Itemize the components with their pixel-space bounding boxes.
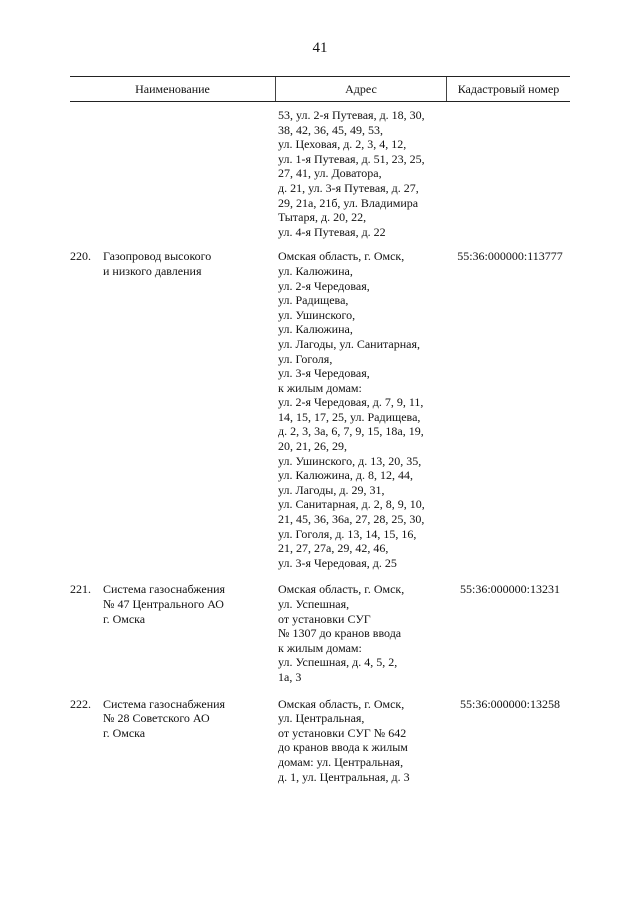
address-line: 20, 21, 26, 29, [278, 439, 347, 454]
row-number: 221. [70, 582, 91, 597]
row-name [103, 108, 275, 239]
address-line: 21, 45, 36, 36а, 27, 28, 25, 30, [278, 512, 425, 527]
address-line: 38, 42, 36, 45, 49, 53, [278, 122, 383, 137]
name-line: и низкого давления [103, 263, 202, 278]
address-line: ул. 2-я Чередовая, [278, 278, 370, 293]
table-row [70, 249, 570, 570]
address-line: ул. 2-я Чередовая, д. 7, 9, 11, [278, 395, 424, 410]
row-name [103, 582, 275, 684]
name-line: № 28 Советского АО [103, 711, 210, 726]
address-line: ул. Лагоды, ул. Санитарная, [278, 336, 420, 351]
header-address: Адрес [276, 77, 447, 101]
table-row [70, 582, 570, 684]
address-line: ул. Гоголя, [278, 351, 333, 366]
row-name [103, 697, 275, 785]
name-line: № 47 Центрального АО [103, 597, 224, 611]
address-line: ул. Гоголя, д. 13, 14, 15, 16, [278, 526, 417, 541]
row-address [275, 108, 450, 239]
address-line: 29, 21а, 21б, ул. Владимира [278, 195, 419, 210]
row-cadastral-number: 55:36:000000:113777 [457, 249, 563, 264]
address-line: Тытаря, д. 20, 22, [278, 210, 367, 225]
row-name [103, 249, 275, 570]
address-line: ул. Ушинского, [278, 307, 356, 322]
name-line: г. Омска [103, 725, 146, 740]
row-number: 222. [70, 696, 91, 711]
row-cadastral-number: 55:36:000000:13231 [459, 582, 560, 597]
name-line: Система газоснабжения [103, 582, 226, 597]
address-line: Омская область, г. Омск, [278, 696, 405, 711]
address-line: 53, ул. 2-я Путевая, д. 18, 30, [278, 108, 425, 122]
address-line: 21, 27, 27а, 29, 42, 46, [278, 541, 389, 556]
row-address [275, 249, 450, 570]
address-line: ул. Центральная, [278, 711, 365, 726]
row-number [70, 108, 103, 239]
address-line: ул. Цеховая, д. 2, 3, 4, 12, [278, 137, 407, 152]
row-cadastral-number: 55:36:000000:13258 [459, 696, 560, 711]
address-line: ул. Калюжина, [278, 322, 353, 337]
address-line: ул. Успешная, [278, 597, 350, 611]
address-line: ул. Лагоды, д. 29, 31, [278, 482, 385, 497]
address-line: ул. Санитарная, д. 2, 8, 9, 10, [278, 497, 425, 512]
address-line: ул. 3-я Чередовая, [278, 366, 370, 381]
address-line: ул. 4-я Путевая, д. 22 [278, 224, 386, 239]
name-line: г. Омска [103, 611, 146, 626]
address-line: ул. 1-я Путевая, д. 51, 23, 25, [278, 151, 425, 166]
header-name: Наименование [70, 77, 276, 101]
address-line: ул. 3-я Чередовая, д. 25 [278, 555, 397, 570]
address-line: от установки СУГ [278, 611, 371, 626]
row-address [275, 582, 450, 684]
address-line: домам: ул. Центральная, [278, 754, 404, 769]
address-line: от установки СУГ № 642 [278, 725, 407, 740]
address-line: до кранов ввода к жилым [278, 740, 408, 755]
table-header [70, 77, 570, 102]
address-line: № 1307 до кранов ввода [278, 626, 402, 641]
address-line: Омская область, г. Омск, [278, 582, 405, 597]
header-cadastral: Кадастровый номер [457, 81, 560, 96]
name-line: Система газоснабжения [103, 696, 226, 711]
address-line: 27, 41, ул. Доватора, [278, 166, 382, 181]
registry-table [70, 76, 570, 784]
address-line: 14, 15, 17, 25, ул. Радищева, [278, 409, 421, 424]
table-row [70, 108, 570, 239]
address-line: д. 1, ул. Центральная, д. 3 [278, 769, 410, 784]
address-line: ул. Ушинского, д. 13, 20, 35, [278, 453, 422, 468]
address-line: к жилым домам: [278, 380, 362, 395]
address-line: Омская область, г. Омск, [278, 249, 405, 264]
address-line: 1а, 3 [278, 669, 302, 684]
address-line: ул. Калюжина, д. 8, 12, 44, [278, 468, 413, 483]
address-line: ул. Калюжина, [278, 263, 353, 278]
address-line: д. 21, ул. 3-я Путевая, д. 27, [278, 180, 419, 195]
page-number: 41 [312, 40, 328, 56]
address-line: ул. Успешная, д. 4, 5, 2, [278, 655, 398, 670]
row-number: 220. [70, 249, 91, 264]
table-row [70, 697, 570, 785]
row-cadastral-number [450, 108, 570, 239]
row-address [275, 697, 450, 785]
table-body [70, 108, 570, 784]
name-line: Газопровод высокого [103, 249, 212, 264]
address-line: ул. Радищева, [278, 293, 349, 308]
address-line: к жилым домам: [278, 640, 362, 655]
address-line: д. 2, 3, 3а, 6, 7, 9, 15, 18а, 19, [278, 424, 424, 439]
